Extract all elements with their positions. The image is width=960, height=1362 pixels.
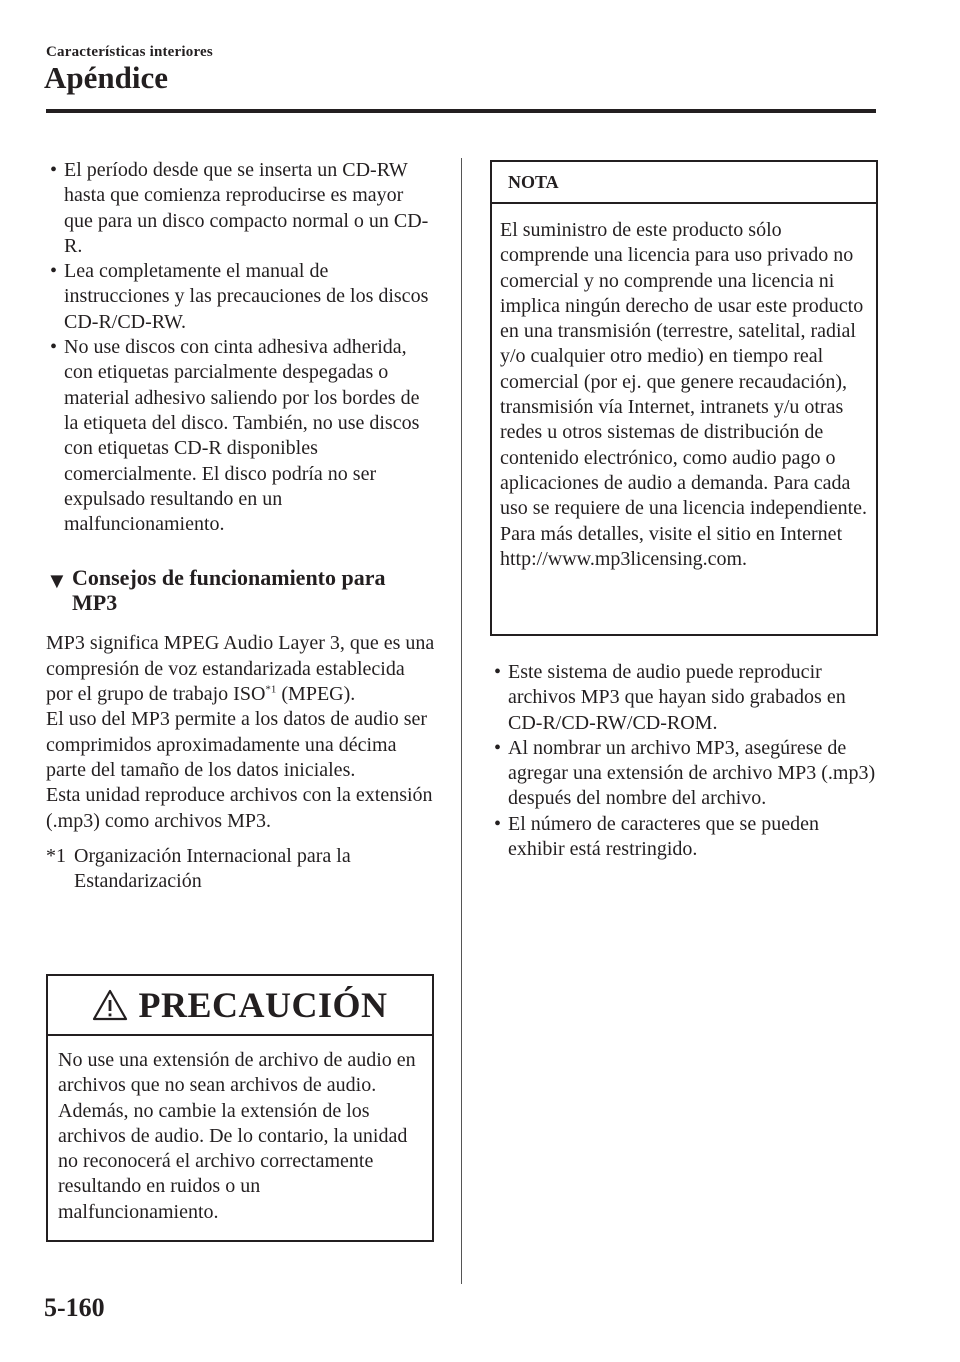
list-item	[46, 158, 436, 259]
list-item-text: Al nombrar un archivo MP3, asegúrese de agregar una extensión de archivo MP3 (.mp3) después del nombre del archivo.	[508, 736, 876, 810]
list-item	[490, 736, 878, 812]
bullet-icon: •	[50, 336, 58, 359]
mp3-compression-paragraph: El uso del MP3 permite a los datos de audio ser comprimidos aproximadamente una décima parte del tamaño de los datos iniciales.	[46, 708, 428, 781]
warning-triangle-icon	[92, 989, 128, 1021]
paragraph-text: MP3 significa MPEG Audio Layer 3, que es una compresión de voz estandarizada establecida por el grupo de trabajo ISO	[46, 632, 435, 706]
left-column	[46, 158, 436, 894]
bullet-icon: •	[50, 159, 58, 181]
footnote-reference: *1	[265, 683, 277, 696]
triangle-down-icon: ▼	[46, 568, 68, 594]
footnote	[46, 844, 436, 895]
list-item	[490, 812, 878, 863]
footnote-mark: *1	[46, 844, 66, 867]
list-item-text: El período desde que se inserta un CD-RW hasta que comienza reproducirse es mayor que para un disco compacto normal o un CD-R.	[64, 159, 429, 257]
page-title: Apéndice	[44, 60, 168, 95]
list-item	[490, 660, 878, 736]
nota-box	[490, 160, 878, 636]
caution-body: No use una extensión de archivo de audio en archivos que no sean archivos de audio. Además, no cambie la extensión de los archivos de audio. De lo contario, la unidad no reconocerá el archivo correctamente resultando en ruidos o un malfuncionamiento.	[58, 1049, 416, 1223]
caution-title: PRECAUCIÓN	[138, 985, 388, 1025]
column-divider	[461, 158, 462, 1284]
list-item-text: El número de caracteres que se pueden exhibir está restringido.	[508, 812, 819, 861]
right-column	[490, 160, 878, 862]
left-bullet-list	[46, 158, 436, 537]
section-label: Características interiores	[46, 44, 213, 60]
bullet-icon: •	[50, 260, 58, 283]
subheading-text: Consejos de funcionamiento para MP3	[72, 565, 386, 616]
page-number: 5-160	[44, 1293, 105, 1322]
mp3-extension-paragraph: Esta unidad reproduce archivos con la extensión (.mp3) como archivos MP3.	[46, 784, 433, 832]
title-rule	[46, 109, 876, 113]
list-item	[46, 259, 436, 335]
caution-header	[48, 976, 432, 1036]
paragraph-text: (MPEG).	[276, 683, 356, 706]
bullet-icon: •	[494, 661, 502, 683]
nota-body: El suministro de este producto sólo comprende una licencia para uso privado no comercial y no comprende una licencia ni implica ningún derecho de usar este producto en una transmisión (terrestre, satelital, radial y/o cualquier otro medio) en tiempo real comercial (por ej. que genere recaudación), transmisión vía Internet, intranets y/u otras redes u otros sistemas de distribución de contenido electrónico, como audio pago o aplicaciones de audio a demanda. Para cada uso se requiere de una licencia independiente. Para más detalles, visite el sitio en Internet http://www.mp3licensing.com.	[500, 219, 868, 570]
list-item-text: Lea completamente el manual de instrucciones y las precauciones de los discos CD-R/CD-RW.	[64, 260, 429, 333]
list-item-text: No use discos con cinta adhesiva adherida, con etiquetas parcialmente despegadas o material adhesivo saliendo por los bordes de la etiqueta del disco. También, no use discos con etiquetas CD-R disponibles comercialmente. El disco podría no ser expulsado resultando en un malfuncionamiento.	[64, 336, 420, 536]
mp3-definition-paragraph	[46, 631, 436, 707]
list-item	[46, 335, 436, 537]
nota-title: NOTA	[492, 162, 876, 204]
bullet-icon: •	[494, 812, 502, 835]
list-item-text: Este sistema de audio puede reproducir archivos MP3 que hayan sido grabados en CD-R/CD-RW/CD-ROM.	[508, 661, 846, 734]
caution-box	[46, 974, 434, 1242]
footnote-text: Organización Internacional para la Estandarización	[74, 844, 351, 893]
subheading	[46, 565, 436, 615]
bullet-icon: •	[494, 736, 502, 759]
right-bullet-list	[490, 660, 878, 862]
